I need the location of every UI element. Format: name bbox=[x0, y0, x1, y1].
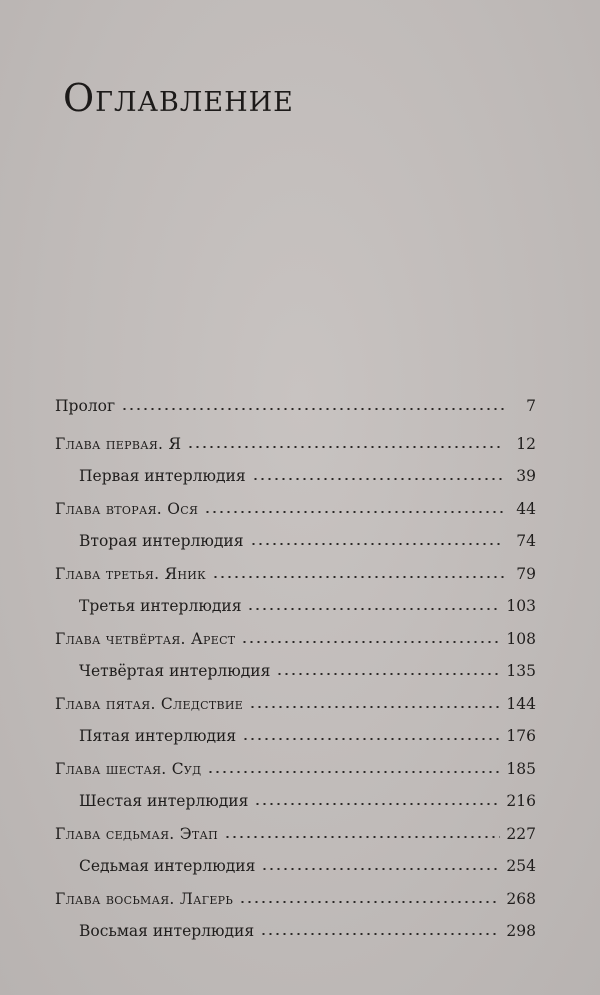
toc-entry-label: Третья интерлюдия bbox=[79, 597, 242, 615]
toc-entry-page: 216 bbox=[506, 792, 536, 810]
toc-entry-interlude-8 bbox=[79, 916, 536, 940]
toc-entry-chapter-3 bbox=[55, 559, 536, 583]
dot-leader bbox=[249, 706, 500, 708]
page-title: Оглавление bbox=[63, 76, 294, 120]
toc-entry-interlude-1 bbox=[79, 461, 536, 485]
dot-leader bbox=[121, 408, 504, 410]
toc-entry-label: Глава пятая. Следствие bbox=[55, 695, 244, 713]
toc-entry-label: Четвёртая интерлюдия bbox=[79, 662, 271, 680]
toc-entry-interlude-2 bbox=[79, 526, 536, 550]
toc-entry-page: 7 bbox=[526, 397, 536, 415]
toc-entry-page: 176 bbox=[506, 727, 536, 745]
dot-leader bbox=[254, 803, 500, 805]
toc-entry-label: Восьмая интерлюдия bbox=[79, 922, 255, 940]
dot-leader bbox=[247, 608, 500, 610]
toc-entry-label: Седьмая интерлюдия bbox=[79, 857, 256, 875]
toc-entry-label: Глава шестая. Суд bbox=[55, 760, 202, 778]
toc-entry-page: 44 bbox=[516, 500, 536, 518]
toc-entry-label: Глава седьмая. Этап bbox=[55, 825, 219, 843]
dot-leader bbox=[224, 836, 500, 838]
toc-entry-page: 135 bbox=[506, 662, 536, 680]
toc-entry-label: Глава вторая. Ося bbox=[55, 500, 199, 518]
toc-entry-label: Глава первая. Я bbox=[55, 435, 182, 453]
dot-leader bbox=[276, 673, 500, 675]
toc-entry-label: Глава четвёртая. Арест bbox=[55, 630, 236, 648]
dot-leader bbox=[204, 511, 504, 513]
toc-entry-page: 74 bbox=[516, 532, 536, 550]
toc-entry-label: Вторая интерлюдия bbox=[79, 532, 244, 550]
toc-entry-page: 254 bbox=[506, 857, 536, 875]
toc-entry-label: Первая интерлюдия bbox=[79, 467, 246, 485]
toc-entry-prologue bbox=[55, 391, 536, 415]
toc-entry-page: 227 bbox=[506, 825, 536, 843]
toc-entry-chapter-4 bbox=[55, 624, 536, 648]
dot-leader bbox=[252, 478, 504, 480]
toc-entry-label: Шестая интерлюдия bbox=[79, 792, 249, 810]
toc-entry-page: 298 bbox=[506, 922, 536, 940]
toc-entry-interlude-5 bbox=[79, 721, 536, 745]
toc-entry-chapter-1 bbox=[55, 429, 536, 453]
toc-entry-label: Пролог bbox=[55, 397, 116, 415]
toc-entry-interlude-7 bbox=[79, 851, 536, 875]
toc-entry-label: Глава третья. Яник bbox=[55, 565, 206, 583]
dot-leader bbox=[261, 868, 500, 870]
toc-entry-chapter-5 bbox=[55, 689, 536, 713]
toc-entry-interlude-3 bbox=[79, 591, 536, 615]
toc-entry-page: 39 bbox=[516, 467, 536, 485]
toc-entry-page: 12 bbox=[516, 435, 536, 453]
toc-entry-interlude-6 bbox=[79, 786, 536, 810]
toc-entry-chapter-7 bbox=[55, 819, 536, 843]
toc-entry-label: Пятая интерлюдия bbox=[79, 727, 237, 745]
dot-leader bbox=[239, 901, 500, 903]
toc-entry-page: 144 bbox=[506, 695, 536, 713]
toc-entry-chapter-6 bbox=[55, 754, 536, 778]
dot-leader bbox=[212, 576, 504, 578]
dot-leader bbox=[250, 543, 505, 545]
dot-leader bbox=[241, 641, 500, 643]
toc-entry-page: 103 bbox=[506, 597, 536, 615]
dot-leader bbox=[187, 446, 504, 448]
toc-entry-page: 79 bbox=[516, 565, 536, 583]
dot-leader bbox=[207, 771, 500, 773]
toc-entry-chapter-2 bbox=[55, 494, 536, 518]
toc-entry-page: 268 bbox=[506, 890, 536, 908]
dot-leader bbox=[242, 738, 500, 740]
dot-leader bbox=[260, 933, 500, 935]
toc-entry-page: 108 bbox=[506, 630, 536, 648]
toc-entry-interlude-4 bbox=[79, 656, 536, 680]
toc-entry-chapter-8 bbox=[55, 884, 536, 908]
toc-entry-label: Глава восьмая. Лагерь bbox=[55, 890, 234, 908]
toc-entry-page: 185 bbox=[506, 760, 536, 778]
